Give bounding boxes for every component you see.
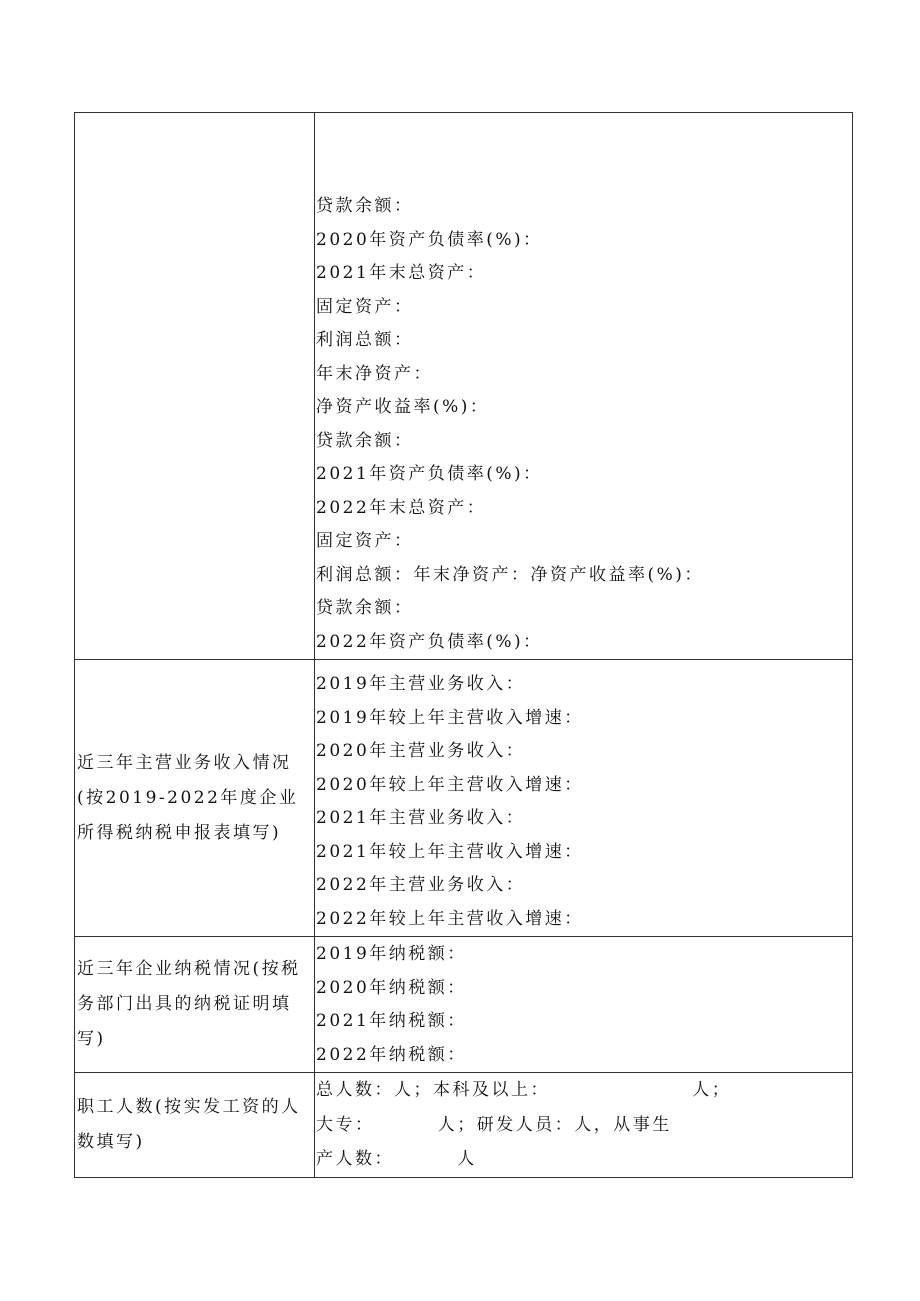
revenue-2021-field: 2021年主营业务收入： bbox=[316, 808, 526, 828]
fixed-assets-2022-field: 固定资产： bbox=[316, 531, 414, 551]
tax-row bbox=[75, 937, 853, 1073]
debt-ratio-2020-field: 2020年资产负债率(%)： bbox=[316, 229, 543, 250]
revenue-growth-2020-field: 2020年较上年主营收入增速： bbox=[316, 774, 584, 795]
loan-balance-2021-field: 贷款余额： bbox=[316, 430, 414, 451]
tax-label: 近三年企业纳税情况(按税务部门出具的纳税证明填写) bbox=[77, 959, 301, 1049]
revenue-growth-2019-field: 2019年较上年主营收入增速： bbox=[316, 707, 584, 728]
revenue-label-cell bbox=[75, 660, 315, 937]
total-assets-2022-field: 2022年末总资产： bbox=[316, 497, 487, 518]
revenue-growth-2022-field: 2022年较上年主营收入增速： bbox=[316, 908, 584, 929]
loan-balance-2020-field: 贷款余额： bbox=[316, 196, 414, 216]
loan-balance-2022-field: 贷款余额： bbox=[316, 598, 414, 618]
fixed-assets-2021-field: 固定资产： bbox=[316, 296, 414, 317]
profit-netassets-roe-2022-field: 利润总额：年末净资产：净资产收益率(%)： bbox=[316, 564, 704, 585]
roe-2021-field: 净资产收益率(%)： bbox=[316, 397, 490, 417]
financial-indicators-value-cell bbox=[315, 113, 853, 660]
enterprise-info-form-table bbox=[74, 112, 853, 1178]
tax-2019-field: 2019年纳税额： bbox=[316, 944, 467, 964]
staff-college-rd-field: 大专： 人；研发人员：人，从事生 bbox=[316, 1114, 672, 1135]
staff-row bbox=[75, 1073, 853, 1178]
revenue-2022-field: 2022年主营业务收入： bbox=[316, 875, 526, 895]
debt-ratio-2021-field: 2021年资产负债率(%)： bbox=[316, 464, 543, 484]
revenue-value-cell bbox=[315, 660, 853, 937]
staff-label-cell bbox=[75, 1073, 315, 1178]
total-assets-2021-field: 2021年末总资产： bbox=[316, 263, 487, 283]
tax-label-cell bbox=[75, 937, 315, 1073]
tax-2021-field: 2021年纳税额： bbox=[316, 1011, 467, 1031]
staff-total-field: 总人数：人；本科及以上： 人； bbox=[316, 1080, 732, 1100]
staff-value-cell bbox=[315, 1073, 853, 1178]
staff-label: 职工人数(按实发工资的人数填写) bbox=[77, 1097, 301, 1152]
revenue-2019-field: 2019年主营业务收入： bbox=[316, 674, 526, 694]
net-assets-2021-field: 年末净资产： bbox=[316, 363, 433, 384]
revenue-row bbox=[75, 660, 853, 937]
debt-ratio-2022-field: 2022年资产负债率(%)： bbox=[316, 631, 543, 652]
financial-indicators-label-cell bbox=[75, 113, 315, 660]
total-profit-2021-field: 利润总额： bbox=[316, 330, 414, 350]
financial-indicators-row bbox=[75, 113, 853, 660]
tax-value-cell bbox=[315, 937, 853, 1073]
revenue-label: 近三年主营业务收入情况(按2019-2022年度企业所得税纳税申报表填写) bbox=[77, 752, 299, 843]
revenue-growth-2021-field: 2021年较上年主营收入增速： bbox=[316, 841, 584, 862]
tax-2020-field: 2020年纳税额： bbox=[316, 977, 467, 998]
revenue-2020-field: 2020年主营业务收入： bbox=[316, 741, 526, 761]
staff-production-field: 产人数： 人 bbox=[316, 1149, 477, 1169]
tax-2022-field: 2022年纳税额： bbox=[316, 1044, 467, 1065]
